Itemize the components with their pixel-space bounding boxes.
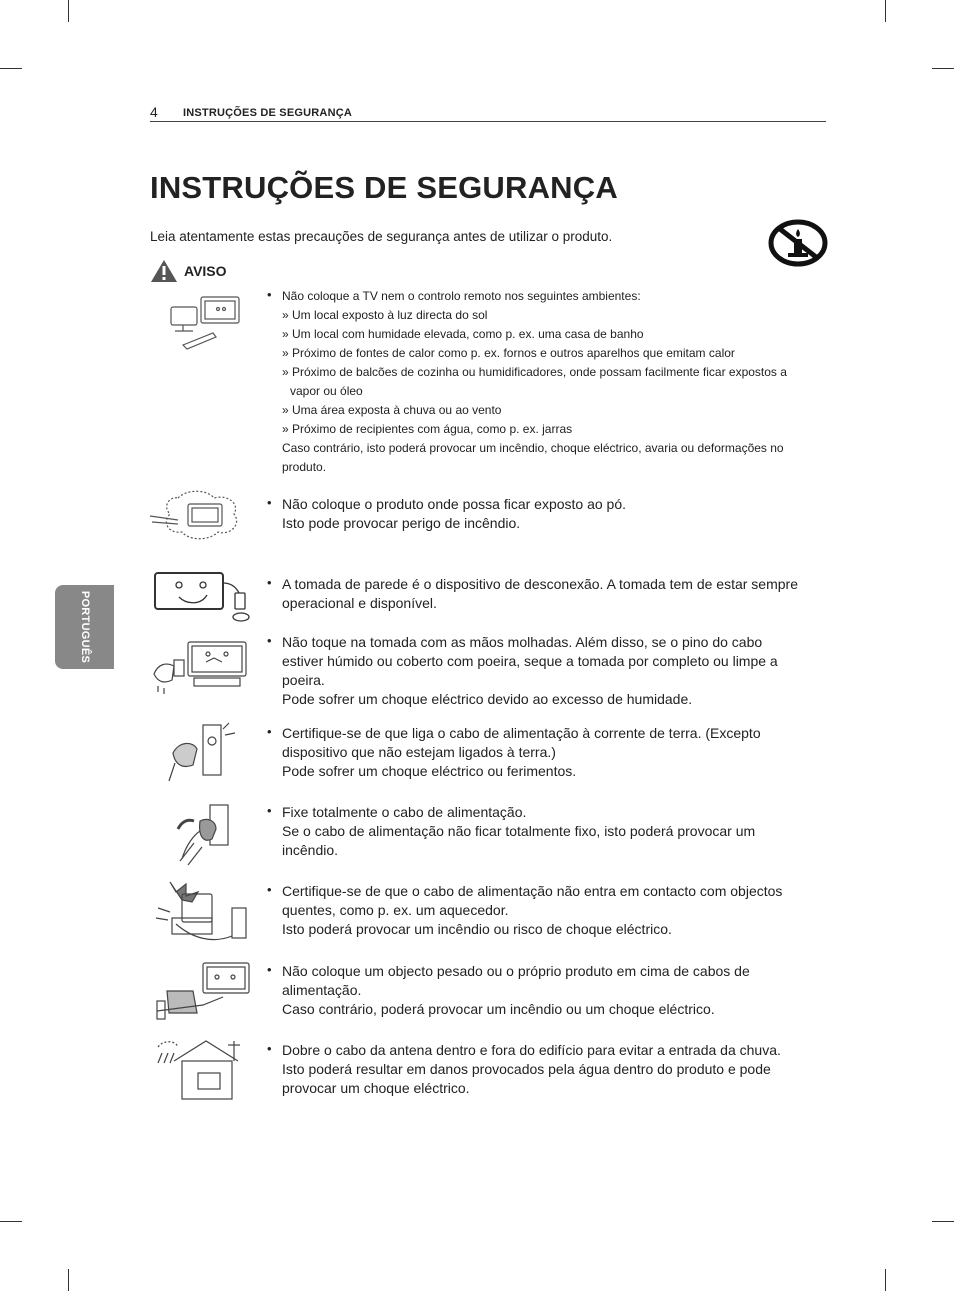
item-line: vapor ou óleo: [290, 384, 363, 398]
item-line: poeira.: [282, 672, 325, 688]
item-line: » Próximo de fontes de calor como p. ex. fornos e outros aparelhos que emitam calor: [282, 346, 735, 360]
no-candle-icon: [768, 219, 828, 267]
crop-mark: [885, 0, 886, 22]
bullet: •: [267, 803, 272, 818]
item-line: » Um local com humidade elevada, como p. ex. uma casa de banho: [282, 327, 644, 341]
item-line: Se o cabo de alimentação não ficar totalmente fixo, isto poderá provocar um: [282, 823, 756, 839]
item-line: » Próximo de balcões de cozinha ou humidificadores, onde possam facilmente ficar expostos a: [282, 365, 787, 379]
item-line: » Próximo de recipientes com água, como p. ex. jarras: [282, 422, 573, 436]
page-title: INSTRUÇÕES DE SEGURANÇA: [150, 170, 618, 205]
crop-mark: [0, 1221, 22, 1222]
item-line: Pode sofrer um choque eléctrico ou ferimentos.: [282, 763, 577, 779]
wall-socket-tv-illustration: [151, 567, 255, 623]
item-line: Não coloque o produto onde possa ficar exposto ao pó.: [282, 496, 627, 512]
item-line: Isto pode provocar perigo de incêndio.: [282, 515, 521, 531]
bullet: •: [267, 575, 272, 590]
warning-heading: [150, 259, 227, 283]
item-line: Fixe totalmente o cabo de alimentação.: [282, 804, 527, 820]
item-line: Isto poderá resultar em danos provocados pela água dentro do produto e pode: [282, 1061, 771, 1077]
wet-hands-plug-illustration: [148, 632, 252, 696]
dusty-tv-illustration: [148, 488, 244, 544]
item-line: Não toque na tomada com as mãos molhadas. Além disso, se o pino do cabo: [282, 634, 763, 650]
bullet: •: [267, 724, 272, 739]
warning-label: AVISO: [184, 263, 227, 279]
item-line: Dobre o cabo da antena dentro e fora do edifício para evitar a entrada da chuva.: [282, 1042, 781, 1058]
bullet: •: [267, 1041, 272, 1056]
item-line: quentes, como p. ex. um aquecedor.: [282, 902, 509, 918]
page-number: 4: [150, 104, 158, 120]
header-divider: [150, 121, 826, 122]
bullet: •: [267, 287, 272, 302]
item-line: operacional e disponível.: [282, 595, 437, 611]
item-line: Certifique-se de que liga o cabo de alimentação à corrente de terra. (Excepto: [282, 725, 761, 741]
safety-item-heat-sources: [267, 882, 827, 939]
item-line: Não coloque um objecto pesado ou o próprio produto em cima de cabos de: [282, 963, 750, 979]
crop-mark: [932, 1221, 954, 1222]
safety-item-wet-hands: [267, 633, 827, 709]
item-line: Não coloque a TV nem o controlo remoto nos seguintes ambientes:: [282, 289, 641, 303]
crop-mark: [932, 68, 954, 69]
safety-item-environment: [267, 287, 827, 477]
heavy-object-cable-illustration: [153, 957, 253, 1025]
item-line: » Um local exposto à luz directa do sol: [282, 308, 488, 322]
item-line: Certifique-se de que o cabo de alimentação não entra em contacto com objectos: [282, 883, 783, 899]
item-line: Caso contrário, isto poderá provocar um incêndio, choque eléctrico, avaria ou deformações no: [282, 441, 784, 455]
safety-item-wall-socket: [267, 575, 827, 613]
intro-text: Leia atentamente estas precauções de segurança antes de utilizar o produto.: [150, 229, 613, 244]
crop-mark: [885, 1269, 886, 1291]
bullet: •: [267, 962, 272, 977]
item-line: provocar um choque eléctrico.: [282, 1080, 470, 1096]
secure-plug-illustration: [172, 799, 238, 869]
bullet: •: [267, 882, 272, 897]
item-line: dispositivo que não estejam ligados à terra.): [282, 744, 556, 760]
bullet: •: [267, 633, 272, 648]
item-line: » Uma área exposta à chuva ou ao vento: [282, 403, 502, 417]
item-line: Caso contrário, poderá provocar um incêndio ou um choque eléctrico.: [282, 1001, 715, 1017]
item-line: Pode sofrer um choque eléctrico devido ao excesso de humidade.: [282, 691, 693, 707]
running-header: INSTRUÇÕES DE SEGURANÇA: [183, 107, 353, 119]
language-tab-label: PORTUGUÊS: [78, 590, 91, 664]
item-line: produto.: [282, 460, 327, 474]
heater-cable-illustration: [152, 878, 252, 950]
bullet: •: [267, 495, 272, 510]
antenna-rain-illustration: [154, 1037, 254, 1103]
safety-item-heavy-objects: [267, 962, 827, 1019]
safety-item-grounding: [267, 724, 827, 781]
item-line: estiver húmido ou coberto com poeira, seque a tomada por completo ou limpe a: [282, 653, 778, 669]
tv-remote-illustration: [163, 293, 243, 355]
item-line: Isto poderá provocar um incêndio ou risco de choque eléctrico.: [282, 921, 672, 937]
item-line: alimentação.: [282, 982, 362, 998]
safety-item-antenna: [267, 1041, 827, 1098]
safety-item-secure-cable: [267, 803, 827, 860]
crop-mark: [68, 1269, 69, 1291]
safety-item-dust: [267, 495, 827, 533]
crop-mark: [68, 0, 69, 22]
ground-connection-illustration: [163, 719, 243, 785]
item-line: A tomada de parede é o dispositivo de desconexão. A tomada tem de estar sempre: [282, 576, 798, 592]
warning-triangle-icon: [150, 259, 178, 283]
crop-mark: [0, 68, 22, 69]
item-line: incêndio.: [282, 842, 339, 858]
language-tab: [55, 585, 114, 669]
